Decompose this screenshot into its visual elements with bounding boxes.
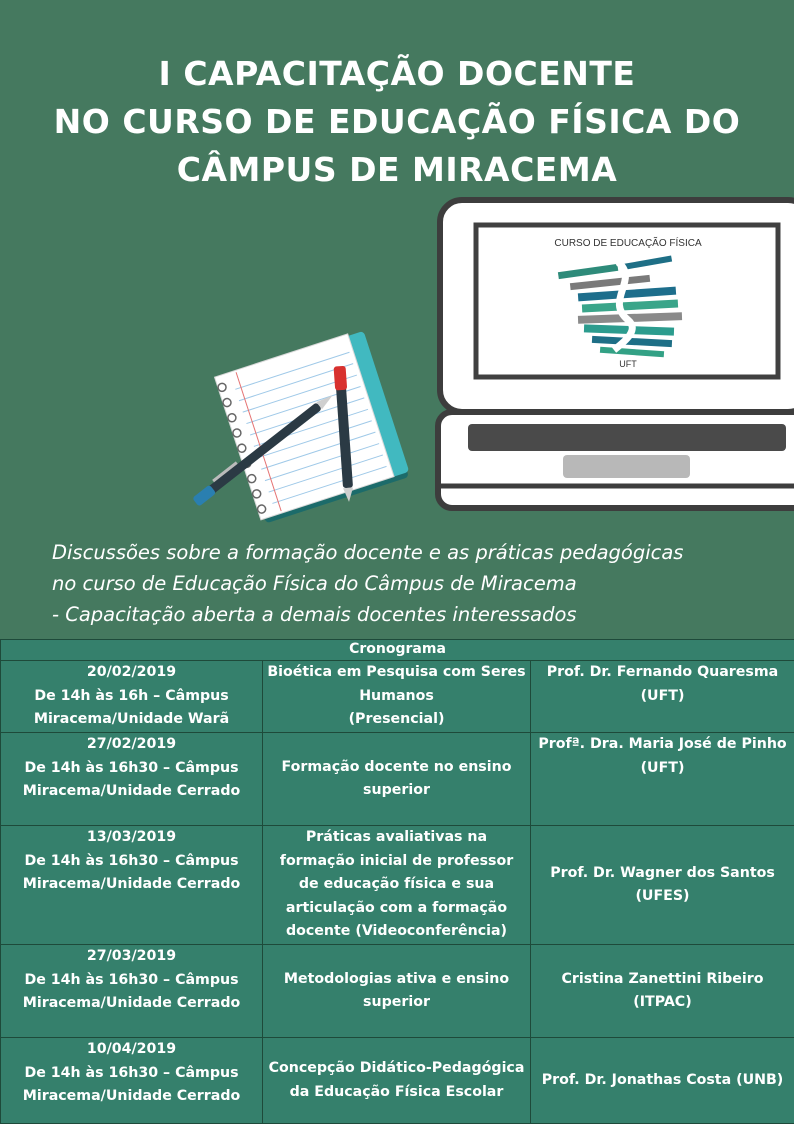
session-location: Miracema/Unidade Cerrado: [3, 873, 260, 897]
speaker-institution: (UFT): [533, 685, 792, 709]
session-date: 20/02/2019: [3, 661, 260, 685]
topic-cell: [263, 826, 531, 945]
topic-line: de educação física e sua: [265, 873, 528, 897]
topic-line: da Educação Física Escolar: [265, 1081, 528, 1105]
session-date: 13/03/2019: [3, 826, 260, 850]
topic-line: docente (Videoconferência): [265, 920, 528, 944]
topic-line: superior: [265, 991, 528, 1015]
subtitle-line-2: no curso de Educação Física do Câmpus de Miracema: [52, 568, 782, 599]
title-line-1: I CAPACITAÇÃO DOCENTE: [0, 50, 794, 98]
speaker-name: Profª. Dra. Maria José de Pinho: [533, 733, 792, 757]
topic-cell: [263, 661, 531, 733]
session-date: 27/02/2019: [3, 733, 260, 757]
speaker-cell: [531, 661, 794, 733]
topic-line: articulação com a formação: [265, 897, 528, 921]
topic-line: Humanos: [265, 685, 528, 709]
title-line-2: NO CURSO DE EDUCAÇÃO FÍSICA DO: [0, 98, 794, 146]
topic-line: formação inicial de professor: [265, 850, 528, 874]
table-row: [1, 661, 794, 733]
speaker-cell: [531, 826, 794, 945]
speaker-institution: (ITPAC): [533, 991, 792, 1015]
table-row: [1, 826, 794, 945]
speaker-cell: [531, 1038, 794, 1124]
session-location: Miracema/Unidade Cerrado: [3, 992, 260, 1016]
speaker-cell: [531, 733, 794, 826]
table-row: [1, 945, 794, 1038]
topic-cell: [263, 1038, 531, 1124]
subtitle: [52, 537, 782, 630]
date-time-cell: [1, 733, 263, 826]
topic-line: (Presencial): [265, 708, 528, 732]
screen-institution-label: UFT: [490, 359, 766, 369]
session-time: De 14h às 16h30 – Câmpus: [3, 850, 260, 874]
session-time: De 14h às 16h30 – Câmpus: [3, 757, 260, 781]
topic-cell: [263, 733, 531, 826]
session-location: Miracema/Unidade Cerrado: [3, 780, 260, 804]
schedule-header-row: [1, 640, 794, 661]
schedule-heading: Cronograma: [1, 640, 794, 661]
table-row: [1, 733, 794, 826]
subtitle-line-1: Discussões sobre a formação docente e as práticas pedagógicas: [52, 537, 782, 568]
speaker-name: Prof. Dr. Wagner dos Santos: [533, 862, 792, 886]
date-time-cell: [1, 1038, 263, 1124]
speaker-institution: (UFES): [533, 885, 792, 909]
topic-line: Bioética em Pesquisa com Seres: [265, 661, 528, 685]
speaker-name: Prof. Dr. Fernando Quaresma: [533, 661, 792, 685]
session-date: 27/03/2019: [3, 945, 260, 969]
session-date: 10/04/2019: [3, 1038, 260, 1062]
session-time: De 14h às 16h30 – Câmpus: [3, 1062, 260, 1086]
session-location: Miracema/Unidade Warã: [3, 708, 260, 732]
speaker-institution: (UFT): [533, 757, 792, 781]
subtitle-line-3: - Capacitação aberta a demais docentes interessados: [52, 599, 782, 630]
date-time-cell: [1, 661, 263, 733]
session-time: De 14h às 16h – Câmpus: [3, 685, 260, 709]
speaker-cell: [531, 945, 794, 1038]
date-time-cell: [1, 826, 263, 945]
title-line-3: CÂMPUS DE MIRACEMA: [0, 146, 794, 194]
schedule-table: [0, 639, 794, 1124]
date-time-cell: [1, 945, 263, 1038]
session-time: De 14h às 16h30 – Câmpus: [3, 969, 260, 993]
topic-line: Formação docente no ensino: [265, 756, 528, 780]
session-location: Miracema/Unidade Cerrado: [3, 1085, 260, 1109]
table-row: [1, 1038, 794, 1124]
poster-title: [0, 50, 794, 194]
notebook-icon: [215, 329, 411, 525]
speaker-name: Prof. Dr. Jonathas Costa (UNB): [533, 1069, 792, 1093]
topic-cell: [263, 945, 531, 1038]
speaker-name: Cristina Zanettini Ribeiro: [533, 968, 792, 992]
topic-line: Concepção Didático-Pedagógica: [265, 1057, 528, 1081]
topic-line: Práticas avaliativas na: [265, 826, 528, 850]
topic-line: superior: [265, 779, 528, 803]
topic-line: Metodologias ativa e ensino: [265, 968, 528, 992]
screen-course-label: CURSO DE EDUCAÇÃO FÍSICA: [490, 238, 766, 249]
